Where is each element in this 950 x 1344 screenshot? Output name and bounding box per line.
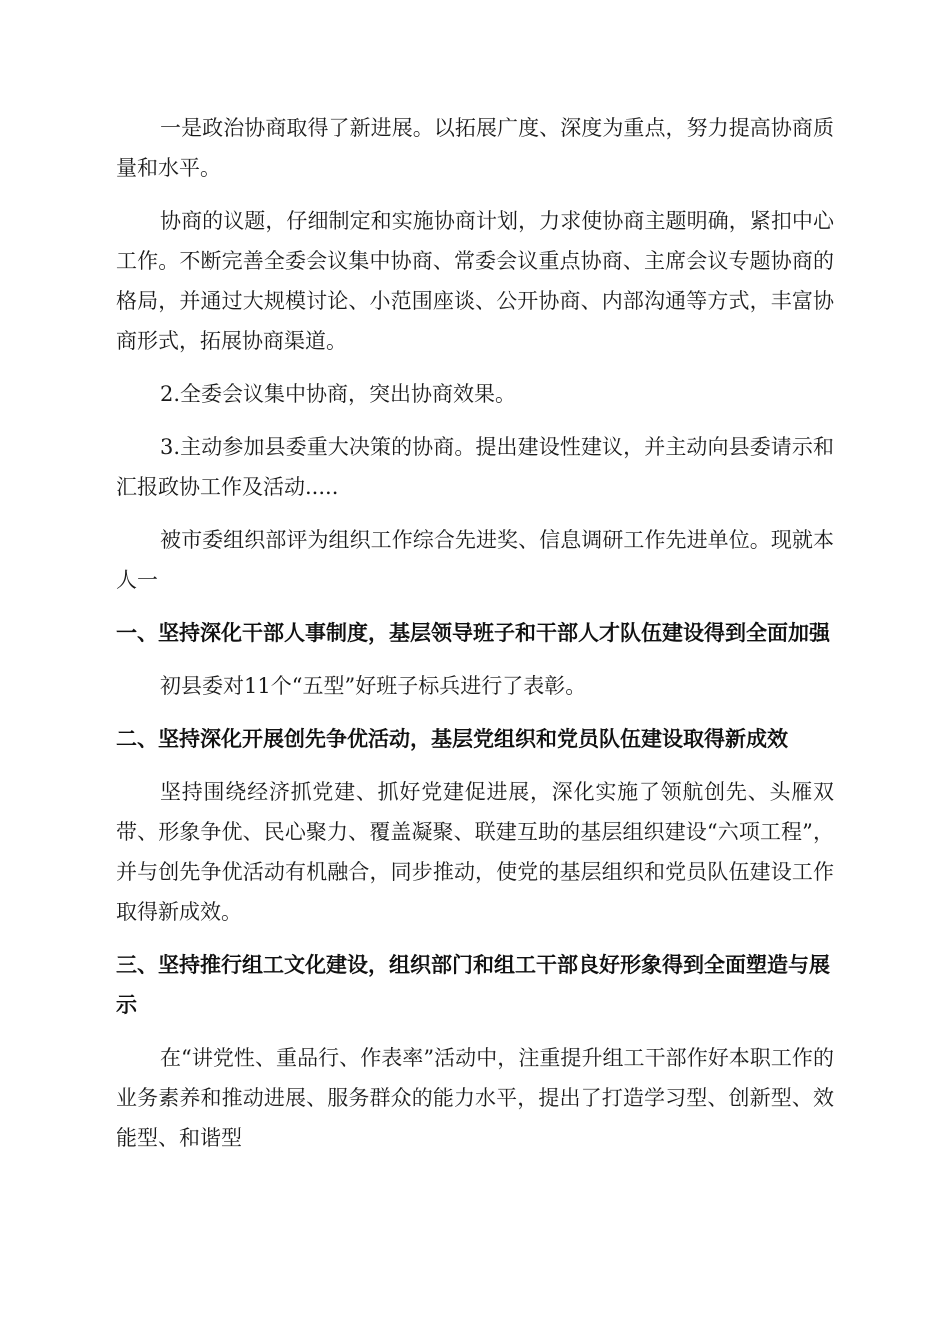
paragraph-commendation: 初县委对11个“五型”好班子标兵进行了表彰。	[160, 674, 587, 698]
paragraph-political-consultation: 一是政治协商取得了新进展。以拓展广度、深度为重点，努力提高协商质量和水平。	[116, 116, 834, 180]
paragraph-organization-culture: 在“讲党性、重品行、作表率”活动中，注重提升组工干部作好本职工作的业务素养和推动进展、服务群众的能力水平，提出了打造学习型、创新型、效能型、和谐型	[116, 1046, 834, 1150]
spacer	[116, 507, 834, 520]
paragraph-award: 被市委组织部评为组织工作综合先进奖、信息调研工作先进单位。现就本人一	[116, 528, 834, 592]
paragraph-consultation-topics: 协商的议题，仔细制定和实施协商计划，力求使协商主题明确，紧扣中心工作。不断完善全委会议集中协商、常委会议重点协商、主席会议专题协商的格局，并通过大规模讨论、小范围座谈、公开协商、内部沟通等方式，丰富协商形式，拓展协商渠道。	[116, 209, 834, 353]
spacer	[116, 414, 834, 427]
spacer	[116, 600, 834, 613]
spacer	[116, 361, 834, 374]
spacer	[116, 188, 834, 201]
document-body	[116, 108, 834, 1158]
section-heading-1: 一、坚持深化干部人事制度，基层领导班子和干部人才队伍建设得到全面加强	[116, 621, 830, 645]
spacer	[116, 706, 834, 719]
paragraph-item-2: 2.全委会议集中协商，突出协商效果。	[160, 382, 517, 406]
spacer	[116, 653, 834, 666]
spacer	[116, 932, 834, 945]
paragraph-party-building: 坚持围绕经济抓党建、抓好党建促进展，深化实施了领航创先、头雁双带、形象争优、民心聚力、覆盖凝聚、联建互助的基层组织建设“六项工程”，并与创先争优活动有机融合，同步推动，使党的基层组织和党员队伍建设工作取得新成效。	[116, 780, 834, 924]
paragraph-item-3: 3.主动参加县委重大决策的协商。提出建设性建议，并主动向县委请示和汇报政协工作及活动.....	[116, 435, 834, 499]
spacer	[116, 759, 834, 772]
section-heading-2: 二、坚持深化开展创先争优活动，基层党组织和党员队伍建设取得新成效	[116, 727, 788, 751]
spacer	[116, 1025, 834, 1038]
section-heading-3: 三、坚持推行组工文化建设，组织部门和组工干部良好形象得到全面塑造与展示	[116, 953, 830, 1017]
